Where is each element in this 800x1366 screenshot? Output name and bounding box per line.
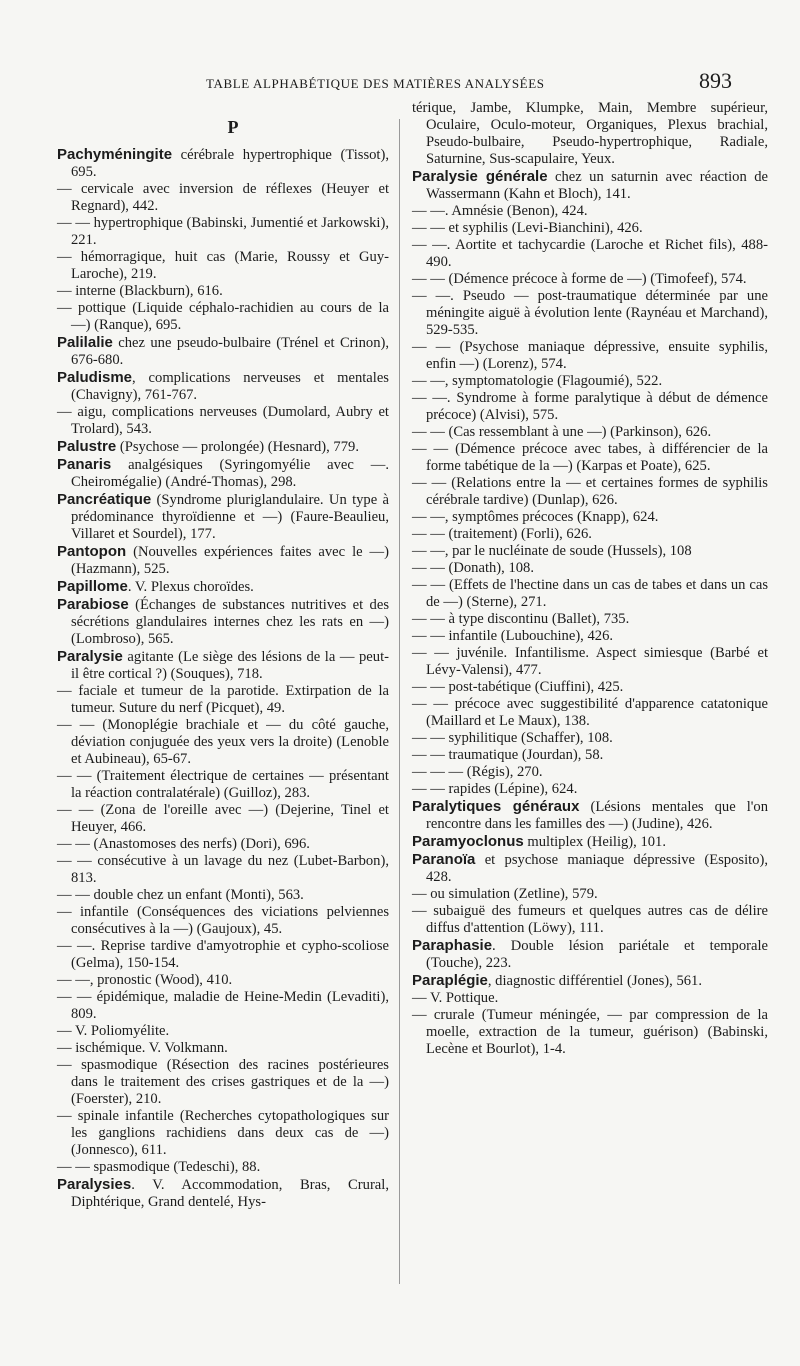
entry-text: — — à type discontinu (Ballet), 735. [412,611,630,627]
entry-text: — — infantile (Lubouchine), 426. [412,628,614,644]
index-entry [57,802,389,836]
entry-text: — — épidémique, maladie de Heine-Medin (Levaditi), 809. [57,989,389,1022]
index-entry [57,249,389,283]
index-entry [57,1040,389,1057]
index-entry [412,764,768,781]
entry-headword: Paralytiques généraux [412,798,580,815]
entry-headword: Paludisme [57,369,133,386]
index-entry [412,526,768,543]
entry-text: — — rapides (Lépine), 624. [412,781,578,797]
index-entry [412,100,768,168]
index-entry [57,438,389,456]
entry-text: — spasmodique (Résection des racines postérieures dans le traitement des crises gastriques et de la —) (Foerster), 210. [57,1057,389,1107]
index-entry [412,696,768,730]
entry-text: . Double lésion pariétale et temporale (Touche), 223. [426,938,768,971]
entry-text: — spinale infantile (Recherches cytopathologiques sur les ganglions rachidiens dans deux cas de —) (Jonnesco), 611. [57,1108,389,1158]
column-divider [399,119,400,1284]
index-entry [412,833,768,851]
index-entry [57,491,389,543]
index-entry [57,404,389,438]
index-entry [57,1023,389,1040]
entry-text: (Échanges de substances nutritives et des sécrétions glandulaires internes chez les rats en —) (Lombroso), 565. [71,597,389,647]
index-entry [412,781,768,798]
entry-headword: Paranoïa [412,851,476,868]
entry-text: — — (Monoplégie brachiale et — du côté gauche, déviation conjuguée des yeux vers la droite) (Lenoble et Aubineau), 65-67. [57,717,389,767]
index-entry [412,679,768,696]
index-entry [412,237,768,271]
index-entry [412,373,768,390]
index-entry [57,717,389,768]
entry-text: chez une pseudo-bulbaire (Trénel et Crinon), 676-680. [71,335,389,368]
entry-headword: Panaris [57,456,112,473]
entry-text: (Psychose — prolongée) (Hesnard), 779. [116,439,359,455]
entry-headword: Parabiose [57,596,129,613]
running-title: TABLE ALPHABÉTIQUE DES MATIÈRES ANALYSÉES [206,76,545,91]
entry-text: chez un saturnin avec réaction de Wassermann (Kahn et Bloch), 141. [426,169,768,202]
index-entry [412,509,768,526]
entry-headword: Pachyméningite [57,146,173,163]
entry-text: — ou simulation (Zetline), 579. [412,886,598,902]
index-entry [412,543,768,560]
entry-headword: Paralysie [57,648,123,665]
index-entry [412,390,768,424]
index-entry [57,300,389,334]
entry-text: — — consécutive à un lavage du nez (Lubet-Barbon), 813. [57,853,389,886]
index-entry [412,1007,768,1058]
index-entry [57,334,389,369]
entry-text: , complications nerveuses et mentales (Chavigny), 761-767. [71,370,389,403]
index-entry [57,904,389,938]
entry-text: — pottique (Liquide céphalo-rachidien au cours de la —) (Ranque), 695. [57,300,389,333]
left-entries [57,146,389,1211]
entry-text: (Syndrome pluriglandulaire. Un type à prédominance thyroïdienne et —) (Faure-Beaulieu, Villaret et Sourdel), 177. [71,492,389,542]
index-entry [57,596,389,648]
section-letter: P [227,117,239,137]
index-entry [412,424,768,441]
entry-text: — — — (Régis), 270. [412,764,543,780]
entry-text: — —, symptômes précoces (Knapp), 624. [412,509,659,525]
index-entry [412,851,768,886]
entry-text: — — post-tabétique (Ciuffini), 425. [412,679,624,695]
entry-text: — infantile (Conséquences des viciations pelviennes consécutives à la —) (Gaujoux), 45. [57,904,389,937]
entry-text: — — précoce avec suggestibilité d'apparence catatonique (Maillard et Le Maux), 138. [412,696,768,729]
index-entry [412,730,768,747]
entry-headword: Paraplégie [412,972,488,989]
entry-text: — —, symptomatologie (Flagoumié), 522. [412,373,663,389]
right-entries [412,100,768,1058]
entry-text: — — (Psychose maniaque dépressive, ensuite syphilis, enfin —) (Lorenz), 574. [412,339,768,372]
entry-text: . V. Plexus choroïdes. [127,579,254,595]
right-column [412,100,768,1300]
entry-text: — — traumatique (Jourdan), 58. [412,747,604,763]
entry-text: — — (Démence précoce à forme de —) (Timofeef), 574. [412,271,747,287]
entry-text: — — (Démence précoce avec tabes, à différencier de la forme tabétique de la —) (Karpas et Poate), 625. [412,441,768,474]
index-entry [412,339,768,373]
entry-headword: Palustre [57,438,117,455]
index-entry [57,181,389,215]
index-entry [412,937,768,972]
index-entry [412,577,768,611]
entry-text: — — (Traitement électrique de certaines — présentant la réaction contralatérale) (Guilloz), 283. [57,768,389,801]
entry-headword: Paramyoclonus [412,833,524,850]
index-entry [412,903,768,937]
index-entry [57,1176,389,1211]
entry-text: (Nouvelles expériences faites avec le —) (Hazmann), 525. [71,544,389,577]
index-entry [412,560,768,577]
entry-text: — — (Effets de l'hectine dans un cas de tabes et dans un cas de —) (Sterne), 271. [412,577,768,610]
index-entry [57,215,389,249]
entry-text: — — et syphilis (Levi-Bianchini), 426. [412,220,643,236]
entry-text: — interne (Blackburn), 616. [57,283,223,299]
entry-text: — — (Donath), 108. [412,560,535,576]
index-entry [412,203,768,220]
entry-text: — — spasmodique (Tedeschi), 88. [57,1159,261,1175]
page-header [0,68,800,98]
index-entry [412,271,768,288]
index-entry [412,747,768,764]
index-entry [412,220,768,237]
entry-text: — — double chez un enfant (Monti), 563. [57,887,304,903]
entry-text: — V. Pottique. [412,990,499,1006]
entry-text: agitante (Le siège des lésions de la — peut-il être cortical ?) (Souques), 718. [71,649,389,682]
index-entry [57,853,389,887]
entry-headword: Pancréatique [57,491,152,508]
index-entry [412,168,768,203]
entry-headword: Paraphasie [412,937,493,954]
index-entry [57,768,389,802]
entry-text: — — (Cas ressemblant à une —) (Parkinson), 626. [412,424,712,440]
entry-text: — V. Poliomyélite. [57,1023,170,1039]
entry-text: — aigu, complications nerveuses (Dumolard, Aubry et Trolard), 543. [57,404,389,437]
index-entry [57,146,389,181]
entry-text: — ischémique. V. Volkmann. [57,1040,228,1056]
entry-text: — hémorragique, huit cas (Marie, Roussy et Guy-Laroche), 219. [57,249,389,282]
entry-headword: Papillome [57,578,128,595]
index-entry [57,836,389,853]
entry-text: analgésiques (Syringomyélie avec —. Cheiromégalie) (André-Thomas), 298. [71,457,389,490]
index-entry [57,938,389,972]
entry-text: — — syphilitique (Schaffer), 108. [412,730,613,746]
page-number: 893 [699,68,732,93]
index-entry [412,611,768,628]
entry-text: — — hypertrophique (Babinski, Jumentié et Jarkowski), 221. [57,215,389,248]
entry-text: — faciale et tumeur de la parotide. Extirpation de la tumeur. Suture du nerf (Picquet), 49. [57,683,389,716]
entry-headword: Pantopon [57,543,127,560]
entry-text: multiplex (Heilig), 101. [523,834,666,850]
entry-text: — cervicale avec inversion de réflexes (Heuyer et Regnard), 442. [57,181,389,214]
entry-text: — — (Relations entre la — et certaines formes de syphilis cérébrale tardive) (Dunlap), 626. [412,475,768,508]
index-entry [412,886,768,903]
index-entry [412,972,768,990]
index-entry [57,887,389,904]
entry-text: — —. Pseudo — post-traumatique déterminée par une méningite aiguë à évolution lente (Raynéau et Marchand), 529-535. [412,288,768,338]
entry-text: — —, par le nucléinate de soude (Hussels), 108 [412,543,692,559]
index-entry [412,475,768,509]
index-entry [412,990,768,1007]
entry-text: — — (traitement) (Forli), 626. [412,526,592,542]
index-entry [412,645,768,679]
entry-text: térique, Jambe, Klumpke, Main, Membre supérieur, Oculaire, Oculo-moteur, Organiques, Plexus brachial, Pseudo-bulbaire, Pseudo-hypertrophique, Radiale, Saturnine, Sus-scapulaire, Yeux. [412,100,768,167]
entry-text: — —. Syndrome à forme paralytique à début de démence précoce) (Alvisi), 575. [412,390,768,423]
index-entry [412,798,768,833]
left-column [57,117,389,1287]
index-entry [57,683,389,717]
entry-text: — crurale (Tumeur méningée, — par compression de la moelle, extraction de la tumeur, guérison) (Babinski, Lecène et Bourlot), 1-4. [412,1007,768,1057]
entry-text: — —, pronostic (Wood), 410. [57,972,233,988]
index-entry [57,283,389,300]
entry-headword: Paralysie générale [412,168,548,185]
index-entry [412,628,768,645]
entry-headword: Palilalie [57,334,113,351]
entry-text: — — (Anastomoses des nerfs) (Dori), 696. [57,836,310,852]
index-entry [57,456,389,491]
index-entry [412,288,768,339]
index-entry [57,1159,389,1176]
entry-text: — — (Zona de l'oreille avec —) (Dejerine, Tinel et Heuyer, 466. [57,802,389,835]
entry-text: et psychose maniaque dépressive (Esposito), 428. [426,852,768,885]
entry-text: — subaiguë des fumeurs et quelques autres cas de délire diffus d'attention (Löwy), 111. [412,903,768,936]
entry-text: cérébrale hypertrophique (Tissot), 695. [71,147,389,180]
index-entry [57,989,389,1023]
entry-text: — —. Amnésie (Benon), 424. [412,203,588,219]
entry-text: — —. Reprise tardive d'amyotrophie et cypho-scoliose (Gelma), 150-154. [57,938,389,971]
entry-text: (Lésions mentales que l'on rencontre dans les familles des —) (Judine), 426. [426,799,768,832]
index-entry [412,441,768,475]
index-entry [57,1057,389,1108]
entry-text: — — juvénile. Infantilisme. Aspect simiesque (Barbé et Lévy-Valensi), 477. [412,645,768,678]
entry-text: . V. Accommodation, Bras, Crural, Diphtérique, Grand dentelé, Hys- [71,1177,389,1210]
entry-text: — —. Aortite et tachycardie (Laroche et Richet fils), 488-490. [412,237,768,270]
index-entry [57,578,389,596]
index-entry [57,543,389,578]
entry-text: , diagnostic différentiel (Jones), 561. [487,973,702,989]
index-entry [57,972,389,989]
index-entry [57,369,389,404]
index-entry [57,648,389,683]
entry-headword: Paralysies [57,1176,132,1193]
index-entry [57,1108,389,1159]
